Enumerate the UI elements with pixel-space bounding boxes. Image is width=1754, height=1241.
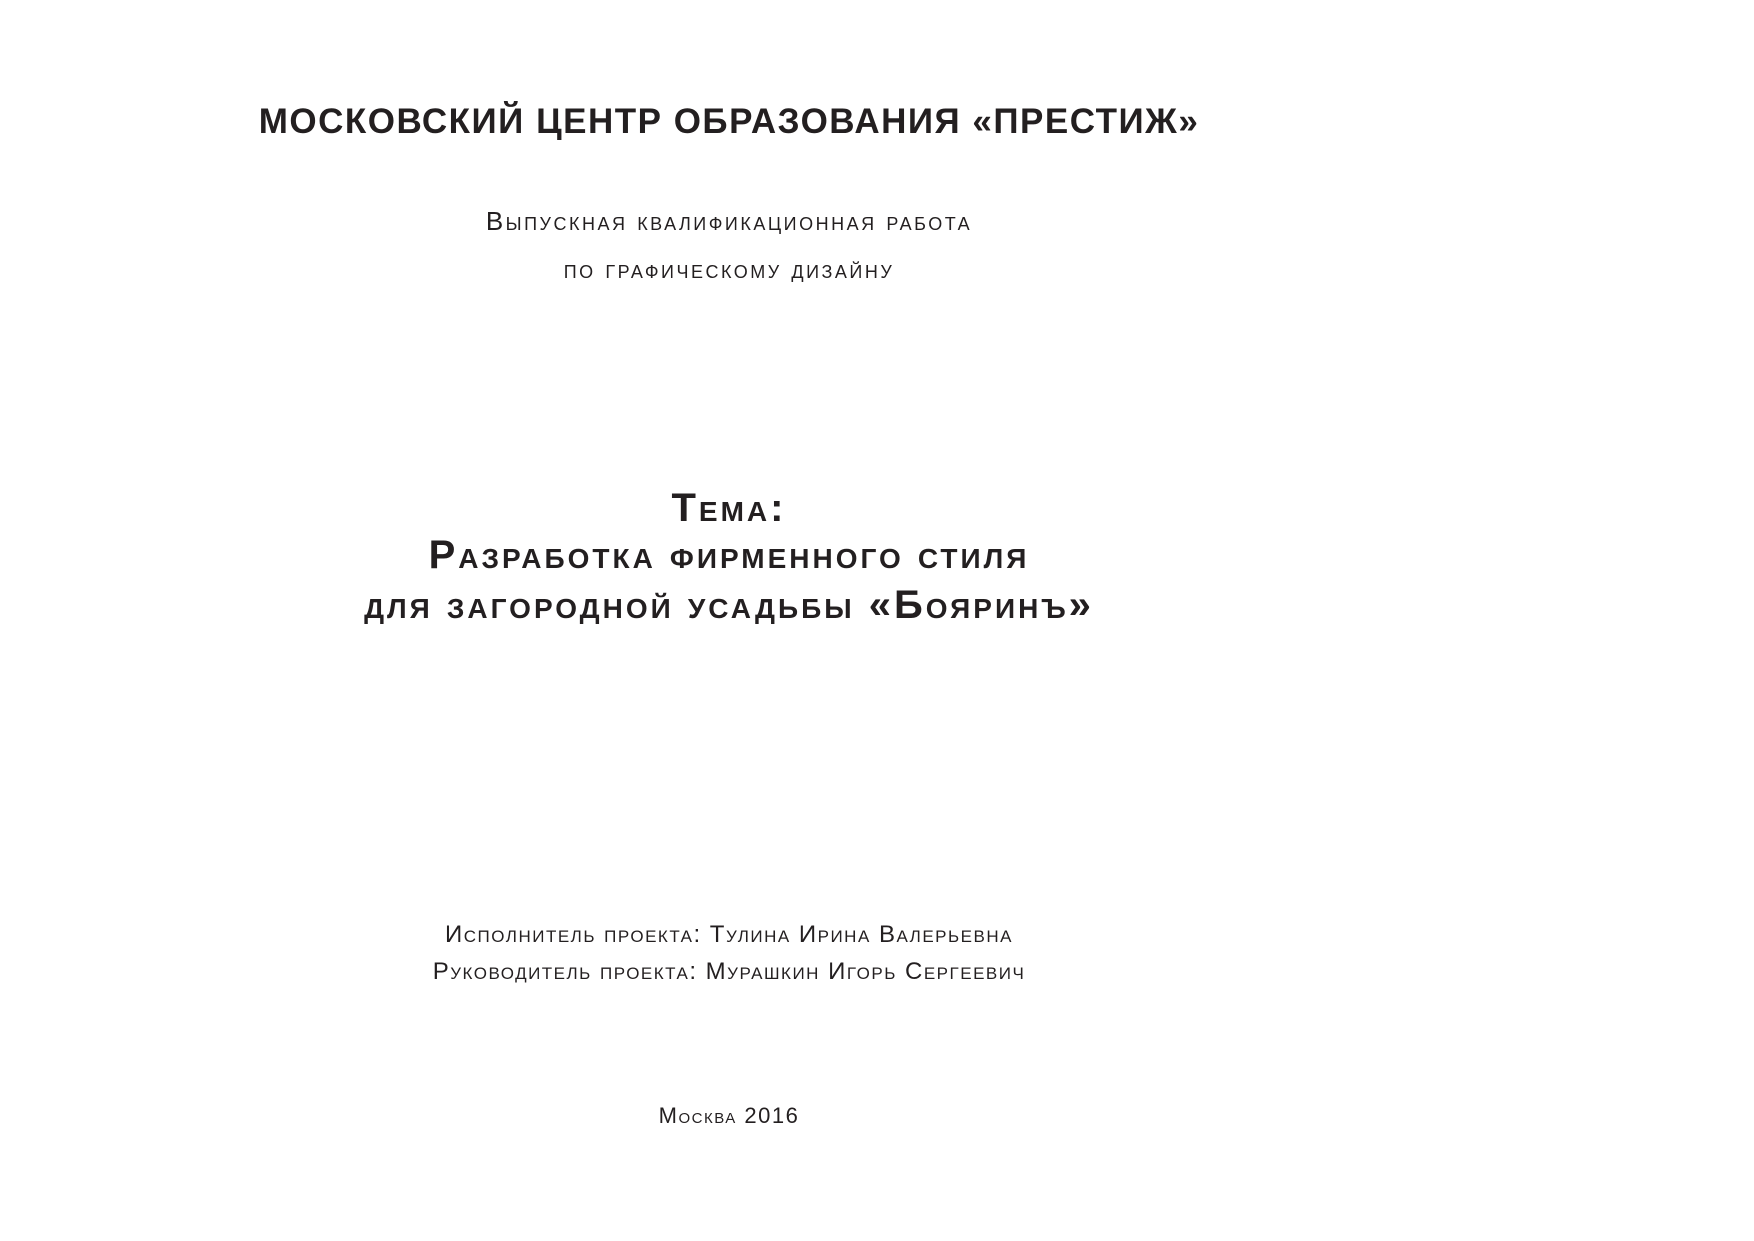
theme-title-line-1: Разработка фирменного стиля — [428, 533, 1030, 577]
project-supervisor: Руководитель проекта: Мурашкин Игорь Сергеевич — [432, 958, 1026, 985]
city-and-year: Москва 2016 — [658, 1103, 800, 1128]
organization-name: МОСКОВСКИЙ ЦЕНТР ОБРАЗОВАНИЯ «ПРЕСТИЖ» — [258, 102, 1200, 141]
theme-title-line-2: для загородной усадьбы «Бояринъ» — [364, 583, 1094, 627]
work-type-line-2: по графическому дизайну — [563, 254, 895, 284]
work-type-line-1: Выпускная квалификационная работа — [485, 206, 973, 236]
theme-label: Тема: — [671, 486, 787, 530]
project-author: Исполнитель проекта: Тулина Ирина Валерьевна — [445, 921, 1013, 948]
